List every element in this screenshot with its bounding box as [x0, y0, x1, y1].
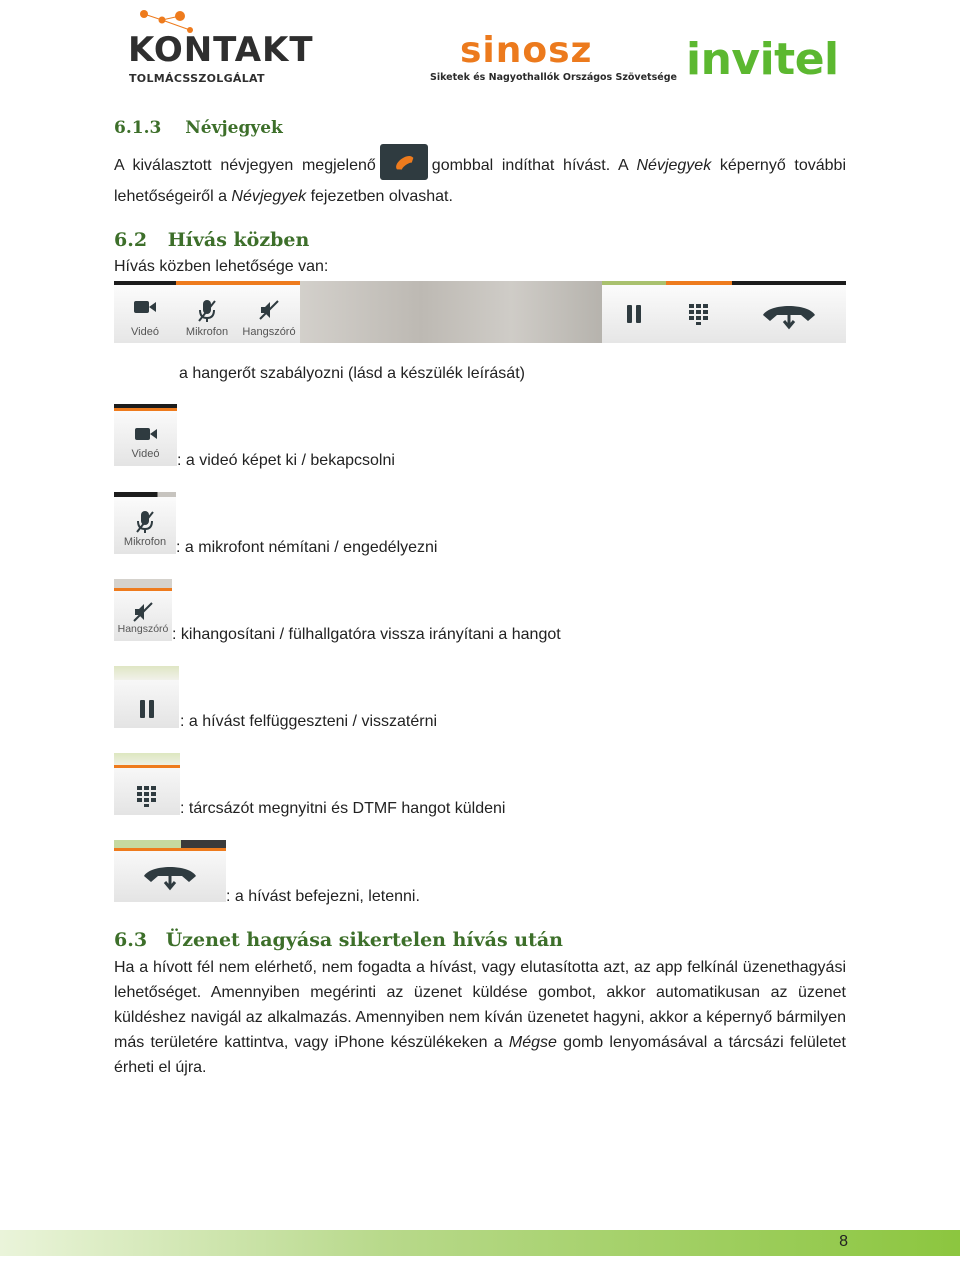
- mic-row-text: : a mikrofont némítani / engedélyezni: [176, 539, 438, 556]
- muted-mic-icon: [135, 510, 155, 534]
- pause-button-image: [114, 666, 179, 728]
- hang-up-icon: [141, 862, 199, 892]
- hangup-row-text: : a hívást befejezni, letenni.: [226, 888, 420, 905]
- kontakt-logo-subtitle: TOLMÁCSSZOLGÁLAT: [129, 72, 265, 85]
- video-preview-area: [300, 281, 602, 343]
- paragraph-text: gombbal indíthat hívást. A: [431, 157, 628, 175]
- kontakt-logo-text: KONTAKT: [128, 30, 314, 70]
- sinosz-logo-text: sinosz: [460, 30, 593, 71]
- toolbar-dialpad-button[interactable]: [666, 281, 733, 343]
- muted-speaker-icon: [258, 299, 280, 321]
- video-button-image: [114, 404, 177, 466]
- pause-row-text: : a hívást felfüggeszteni / visszatérni: [180, 713, 438, 730]
- paragraph-emphasis: Névjegyek: [636, 157, 712, 175]
- section-heading-6-1-3: [114, 118, 283, 138]
- paragraph-emphasis: Névjegyek: [231, 188, 307, 205]
- dialpad-button-image: [114, 753, 180, 815]
- paragraph-text: A kiválasztott névjegyen megjelenő: [114, 157, 376, 175]
- pause-icon: [138, 698, 156, 720]
- paragraph-text: fejezetben olvashat.: [310, 188, 453, 205]
- toolbar-mic-button[interactable]: [176, 281, 239, 343]
- volume-description: a hangerőt szabályozni (lásd a készülék leírását): [179, 365, 525, 382]
- hangup-button-image: [114, 840, 226, 902]
- video-row-text: : a videó képet ki / bekapcsolni: [177, 452, 395, 469]
- call-toolbar-screenshot: [114, 281, 846, 343]
- section-title: Hívás közben: [167, 229, 310, 251]
- paragraph-nevjegyek: [114, 148, 846, 209]
- invitel-logo-text: invitel: [686, 34, 839, 85]
- section-heading-6-2: [114, 229, 309, 251]
- speaker-button-image: [114, 579, 172, 641]
- call-button-icon: [380, 144, 428, 180]
- hang-up-icon: [760, 301, 818, 331]
- pause-icon: [625, 303, 643, 325]
- paragraph-text: képernyő további lehetőségeiről a: [114, 157, 846, 205]
- section-title: Üzenet hagyása sikertelen hívás után: [165, 929, 563, 951]
- paragraph-message: [114, 955, 846, 1080]
- section-heading-6-3: [114, 929, 563, 951]
- muted-mic-icon: [197, 299, 217, 323]
- toolbar-video-label: Videó: [131, 326, 159, 338]
- toolbar-video-button[interactable]: [114, 281, 177, 343]
- section-title: Névjegyek: [185, 118, 283, 138]
- dialpad-row-text: : tárcsázót megnyitni és DTMF hangot küldeni: [180, 800, 506, 817]
- paragraph-text: Ha a hívott fél nem elérhető, nem fogadta a hívást, vagy elutasította azt, az app felkínál üzenethagyási lehetőséget. Amennyiben megérinti az üzenet küldése gombot, akkor automatikusan az üzenet küldéshez navigál az alkalmazás. Amennyiben nem kíván üzenetet hagyni, akkor a képernyő bármilyen más területére kattintva, vagy iPhone készülékeken a: [114, 959, 846, 1051]
- invitel-logo: [686, 34, 851, 86]
- video-camera-icon: [133, 299, 157, 315]
- video-camera-icon: [134, 426, 158, 442]
- kontakt-logo: [128, 8, 314, 88]
- speaker-button-label: Hangszóró: [117, 623, 169, 635]
- section-intro: Hívás közben lehetősége van:: [114, 258, 329, 275]
- dialpad-icon: [136, 785, 158, 807]
- paragraph-emphasis: Mégse: [508, 1034, 557, 1051]
- toolbar-speaker-label: Hangszóró: [242, 326, 296, 338]
- section-number: 6.3: [114, 929, 148, 951]
- speaker-row-text: : kihangosítani / fülhallgatóra vissza irányítani a hangot: [172, 626, 561, 643]
- mic-button-label: Mikrofon: [123, 536, 167, 548]
- section-number: 6.2: [114, 229, 148, 251]
- section-number: 6.1.3: [114, 118, 162, 138]
- toolbar-pause-button[interactable]: [602, 281, 667, 343]
- toolbar-mic-label: Mikrofon: [185, 326, 229, 338]
- muted-speaker-icon: [132, 601, 154, 623]
- dialpad-icon: [688, 303, 710, 325]
- toolbar-hangup-button[interactable]: [732, 281, 846, 343]
- mic-button-image: [114, 492, 176, 554]
- sinosz-logo: [430, 30, 677, 90]
- toolbar-speaker-button[interactable]: [238, 281, 301, 343]
- video-button-label: Videó: [131, 448, 160, 460]
- footer-bar: [0, 1230, 960, 1256]
- page-number: 8: [839, 1233, 848, 1250]
- paragraph-text: gomb lenyomásával a tárcsázi felületet érheti el újra.: [114, 1034, 846, 1076]
- sinosz-logo-subtitle: Siketek és Nagyothallók Országos Szövetsége: [430, 72, 677, 83]
